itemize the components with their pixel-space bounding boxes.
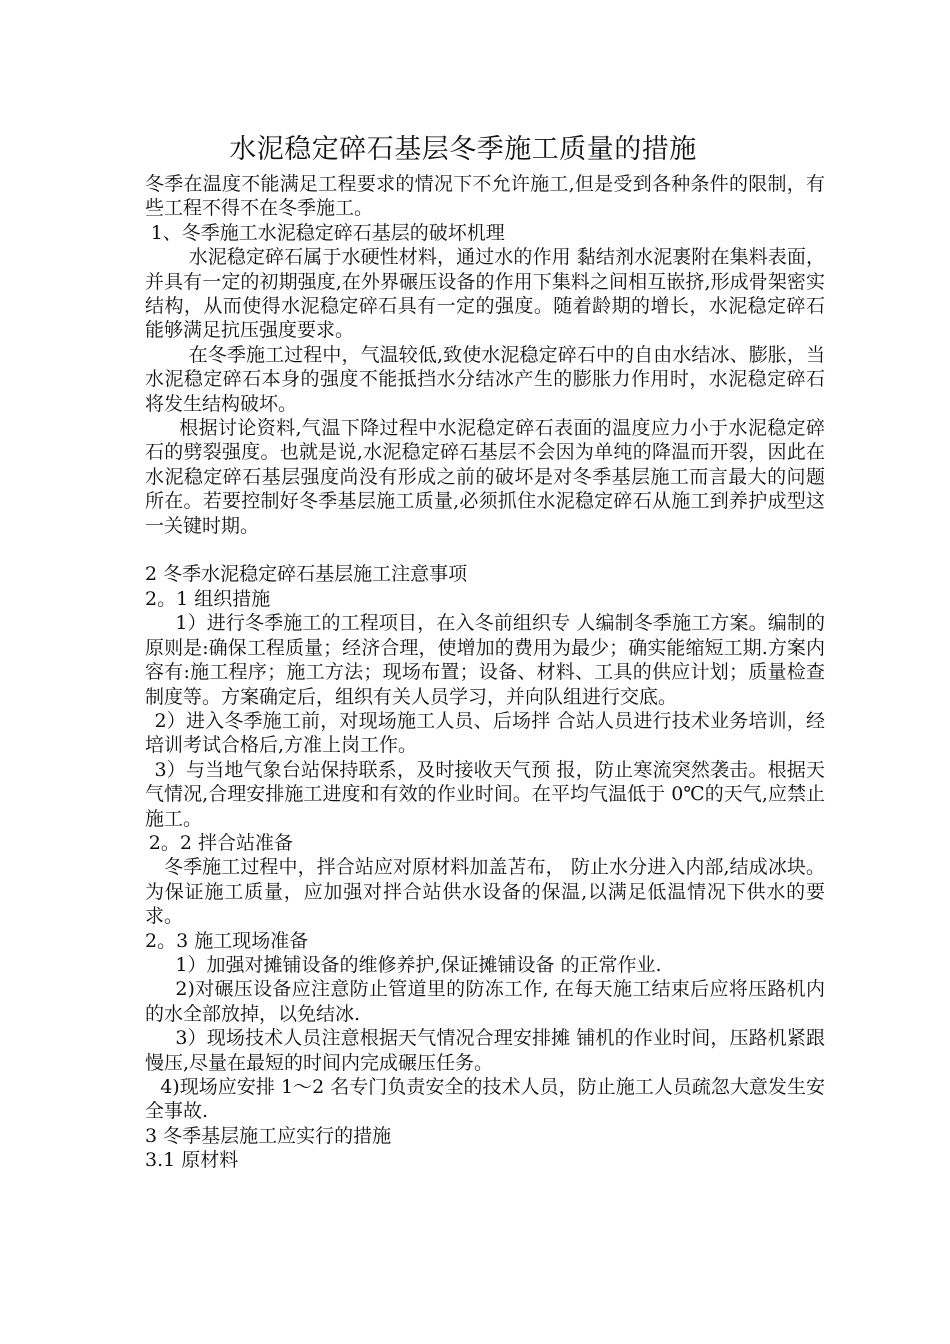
document-title: 水泥稳定碎石基层冬季施工质量的措施 — [229, 134, 697, 165]
list-item-2-1-2: 2）进入冬季施工前，对现场施工人员、后场拌 合站人员进行技术业务培训，经培训考试合格后,方准上岗工作。 — [145, 709, 825, 757]
section-heading-1: 1、冬季施工水泥稳定碎石基层的破坏机理 — [150, 221, 505, 244]
list-item-2-3-2: 2)对碾压设备应注意防止管道里的防冻工作, 在每天施工结束后应将压路机内的水全部放掉，以免结冰. — [145, 978, 825, 1025]
intro-paragraph: 冬季在温度不能满足工程要求的情况下不允许施工,但是受到各种条件的限制，有些工程不得不在冬季施工。 — [145, 173, 825, 220]
document-body — [145, 172, 825, 1173]
paragraph-mechanism: 水泥稳定碎石属于水硬性材料，通过水的作用 黏结剂水泥裹附在集料表面，并具有一定的初期强度,在外界碾压设备的作用下集料之间相互嵌挤,形成骨架密实结构，从而使得水泥稳定碎石具有一定的强度。随着龄期的增长，水泥稳定碎石能够满足抗压强度要求。 — [145, 246, 825, 342]
section-heading-2: 2 冬季水泥稳定碎石基层施工注意事项 — [145, 563, 468, 586]
subsection-heading-3-1: 3.1 原材料 — [145, 1149, 239, 1172]
section-heading-3: 3 冬季基层施工应实行的措施 — [145, 1124, 392, 1147]
paragraph-freezing: 在冬季施工过程中，气温较低,致使水泥稳定碎石中的自由水结冰、膨胀，当水泥稳定碎石本身的强度不能抵挡水分结冰产生的膨胀力作用时，水泥稳定碎石将发生结构破坏。 — [145, 343, 825, 415]
subsection-heading-2-1: 2。1 组织措施 — [145, 587, 271, 610]
blank-line — [145, 538, 825, 562]
subsection-heading-2-3: 2。3 施工现场准备 — [145, 929, 309, 952]
list-item-2-3-1: 1）加强对摊铺设备的维修养护,保证摊铺设备 的正常作业. — [175, 953, 662, 976]
subsection-heading-2-2: 2。2 拌合站准备 — [148, 831, 294, 854]
list-item-2-3-3: 3）现场技术人员注意根据天气情况合理安排摊 铺机的作业时间，压路机紧跟慢压,尽量在最短的时间内完成碾压任务。 — [145, 1027, 825, 1074]
paragraph-research: 根据讨论资料,气温下降过程中水泥稳定碎石表面的温度应力小于水泥稳定碎石的劈裂强度。也就是说,水泥稳定碎石基层不会因为单纯的降温而开裂，因此在水泥稳定碎石基层强度尚没有形成之前的破坏是对冬季基层施工而言最大的问题所在。若要控制好冬季基层施工质量,必须抓住水泥稳定碎石从施工到养护成型这一关键时期。 — [145, 417, 825, 537]
list-item-2-3-4: 4)现场应安排 1～2 名专门负责安全的技术人员，防止施工人员疏忽大意发生安全事故. — [145, 1076, 825, 1123]
list-item-2-1-3: 3）与当地气象台站保持联系，及时接收天气预 报，防止寒流突然袭击。根据天气情况,合理安排施工进度和有效的作业时间。在平均气温低于 0℃的天气,应禁止施工。 — [145, 758, 825, 830]
paragraph-mixing-station: 冬季施工过程中，拌合站应对原材料加盖苫布， 防止水分进入内部,结成冰块。为保证施工质量，应加强对拌合站供水设备的保温,以满足低温情况下供水的要求。 — [145, 856, 825, 928]
list-item-2-1-1: 1）进行冬季施工的工程项目，在入冬前组织专 人编制冬季施工方案。编制的原则是:确保工程质量；经济合理，使增加的费用为最少；确实能缩短工期.方案内容有:施工程序；施工方法；现场布置；设备、材料、工具的供应计划；质量检查制度等。方案确定后，组织有关人员学习，并向队组进行交底。 — [145, 612, 825, 708]
